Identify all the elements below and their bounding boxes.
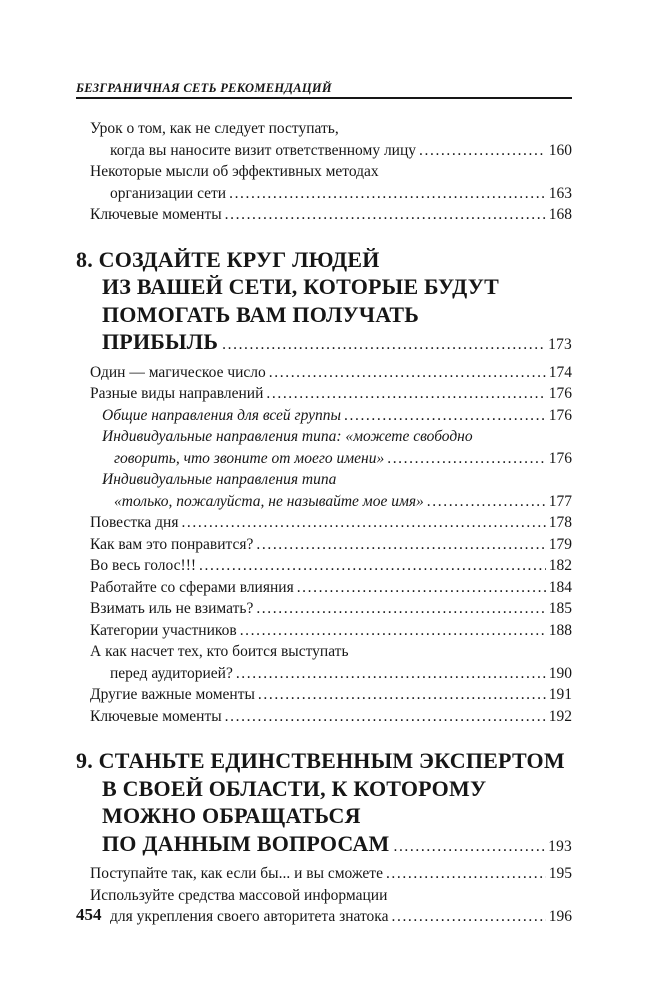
page-number: 195 — [548, 865, 572, 882]
toc-entry — [90, 684, 572, 706]
page-number: 190 — [548, 664, 572, 682]
dot-leader — [240, 620, 546, 642]
dot-leader — [269, 362, 546, 384]
dot-leader — [181, 512, 545, 534]
chapter-title-line — [102, 830, 572, 858]
chapter-title-line — [76, 246, 572, 274]
dot-leader — [229, 183, 546, 205]
toc-entry-title: Общие направления для всей группы — [102, 406, 342, 424]
chapter-title-text: 9. СТАНЬТЕ ЕДИНСТВЕННЫМ ЭКСПЕРТОМ — [76, 748, 565, 773]
chapter-title-text: ПРИБЫЛЬ — [102, 329, 219, 354]
running-head: БЕЗГРАНИЧНАЯ СЕТЬ РЕКОМЕНДАЦИЙ — [76, 80, 572, 99]
chapter-title-text: МОЖНО ОБРАЩАТЬСЯ — [102, 803, 361, 828]
page-number: 163 — [548, 184, 572, 202]
page-number: 179 — [548, 535, 572, 553]
page-folio: 454 — [76, 905, 102, 924]
toc-entry-title: перед аудиторией? — [110, 664, 233, 682]
toc-entry-title: Некоторые мысли об эффективных методах — [90, 163, 379, 180]
page-number: 173 — [548, 336, 572, 353]
toc-entry — [90, 204, 572, 226]
toc-entry — [90, 706, 572, 728]
page-number: 185 — [548, 600, 572, 617]
dot-leader — [225, 706, 546, 728]
dot-leader — [258, 684, 546, 706]
toc-entry-title: Один — магическое число — [90, 363, 266, 381]
dot-leader — [386, 863, 546, 885]
dot-leader — [199, 555, 546, 577]
dot-leader — [387, 448, 546, 470]
toc-entry-title: Работайте со сферами влияния — [90, 578, 294, 596]
dot-leader — [256, 534, 545, 556]
toc-entry-title: Используйте средства массовой информации — [90, 886, 388, 904]
dot-leader — [236, 663, 546, 685]
chapter-title-line — [76, 747, 572, 775]
chapter-title-line — [102, 328, 572, 356]
toc-entry-title: Ключевые моменты — [90, 206, 222, 223]
dot-leader — [297, 577, 546, 599]
page-number: 184 — [548, 578, 572, 596]
toc-entry — [90, 383, 572, 405]
toc-entry-line — [90, 118, 572, 140]
toc-entry-title: когда вы наносите визит ответственному лицу — [110, 141, 417, 159]
page-number: 174 — [548, 363, 572, 381]
dot-leader — [225, 204, 546, 226]
toc-subentry-line — [102, 469, 572, 491]
chapter-title-line — [102, 273, 572, 301]
toc-entry-title: Урок о том, как не следует поступать, — [90, 120, 339, 137]
chapter-title-text: В СВОЕЙ ОБЛАСТИ, К КОТОРОМУ — [102, 775, 487, 801]
toc-entry-line — [90, 885, 572, 907]
chapter-title-text: ПОМОГАТЬ ВАМ ПОЛУЧАТЬ — [102, 301, 420, 327]
toc-entry-title: для укрепления своего авторитета знатока — [110, 908, 389, 925]
toc-entry — [90, 534, 572, 556]
chapter-title-text: 8. СОЗДАЙТЕ КРУГ ЛЮДЕЙ — [76, 246, 380, 272]
dot-leader — [222, 331, 545, 359]
page-number: 178 — [548, 514, 572, 531]
page-number: 191 — [548, 686, 572, 703]
page-number: 176 — [548, 449, 572, 467]
chapter-title-line — [102, 802, 572, 830]
toc-entry-line — [90, 641, 572, 663]
toc-entry-title: Ключевые моменты — [90, 707, 222, 725]
page-number: 193 — [548, 837, 572, 855]
page-number: 176 — [548, 406, 572, 424]
toc-entry — [90, 598, 572, 620]
page-number: 177 — [548, 492, 572, 510]
page-number: 192 — [548, 707, 572, 725]
toc-subentry — [114, 448, 572, 470]
dot-leader — [419, 140, 546, 162]
toc-entry-title: Разные виды направлений — [90, 385, 264, 402]
toc-entry — [110, 140, 572, 162]
toc-entry — [90, 577, 572, 599]
chapter-title-line — [102, 775, 572, 803]
page-number: 188 — [548, 621, 572, 639]
dot-leader — [393, 833, 545, 861]
toc-entry-title: организации сети — [110, 184, 227, 202]
toc-entry-title: Повестка дня — [90, 514, 179, 531]
toc-entry-title: Категории участников — [90, 621, 237, 639]
page-number: 176 — [548, 385, 572, 402]
chapter-title-line — [102, 301, 572, 329]
toc-subentry — [102, 405, 572, 427]
dot-leader — [427, 491, 546, 513]
toc-entry-title: Во весь голос!!! — [90, 557, 197, 574]
toc-entry-title: говорить, что звоните от моего имени» — [114, 449, 385, 467]
page-number: 196 — [548, 908, 572, 925]
dot-leader — [266, 383, 545, 405]
toc-entry-title: Индивидуальные направления типа — [102, 471, 337, 488]
toc-entry — [90, 362, 572, 384]
page-number: 160 — [548, 141, 572, 159]
toc-entry-title: Другие важные моменты — [90, 686, 255, 703]
chapter-heading-9 — [76, 747, 572, 857]
toc-entry-title: Поступайте так, как если бы... и вы сможете — [90, 865, 383, 882]
chapter-title-text: ПО ДАННЫМ ВОПРОСАМ — [102, 830, 390, 856]
dot-leader — [256, 598, 545, 620]
chapter-heading-8 — [76, 246, 572, 356]
toc-entry-line — [90, 161, 572, 183]
page-number: 182 — [548, 557, 572, 574]
toc-entry — [110, 906, 572, 928]
table-of-contents — [76, 118, 572, 928]
toc-entry — [90, 620, 572, 642]
toc-entry-title: Взимать иль не взимать? — [90, 600, 254, 617]
toc-subentry-line — [102, 426, 572, 448]
toc-entry — [110, 663, 572, 685]
toc-entry — [90, 512, 572, 534]
toc-entry-title: Как вам это понравится? — [90, 535, 254, 553]
toc-entry — [110, 183, 572, 205]
toc-entry-title: Индивидуальные направления типа: «можете свободно — [102, 428, 473, 445]
page-number: 168 — [548, 206, 572, 223]
dot-leader — [344, 405, 546, 427]
toc-entry-title: А как насчет тех, кто боится выступать — [90, 643, 349, 660]
toc-subentry — [114, 491, 572, 513]
toc-entry — [90, 863, 572, 885]
toc-entry-title: «только, пожалуйста, не называйте мое имя» — [114, 492, 424, 510]
chapter-title-text: ИЗ ВАШЕЙ СЕТИ, КОТОРЫЕ БУДУТ — [102, 274, 499, 299]
toc-entry — [90, 555, 572, 577]
dot-leader — [392, 906, 546, 928]
